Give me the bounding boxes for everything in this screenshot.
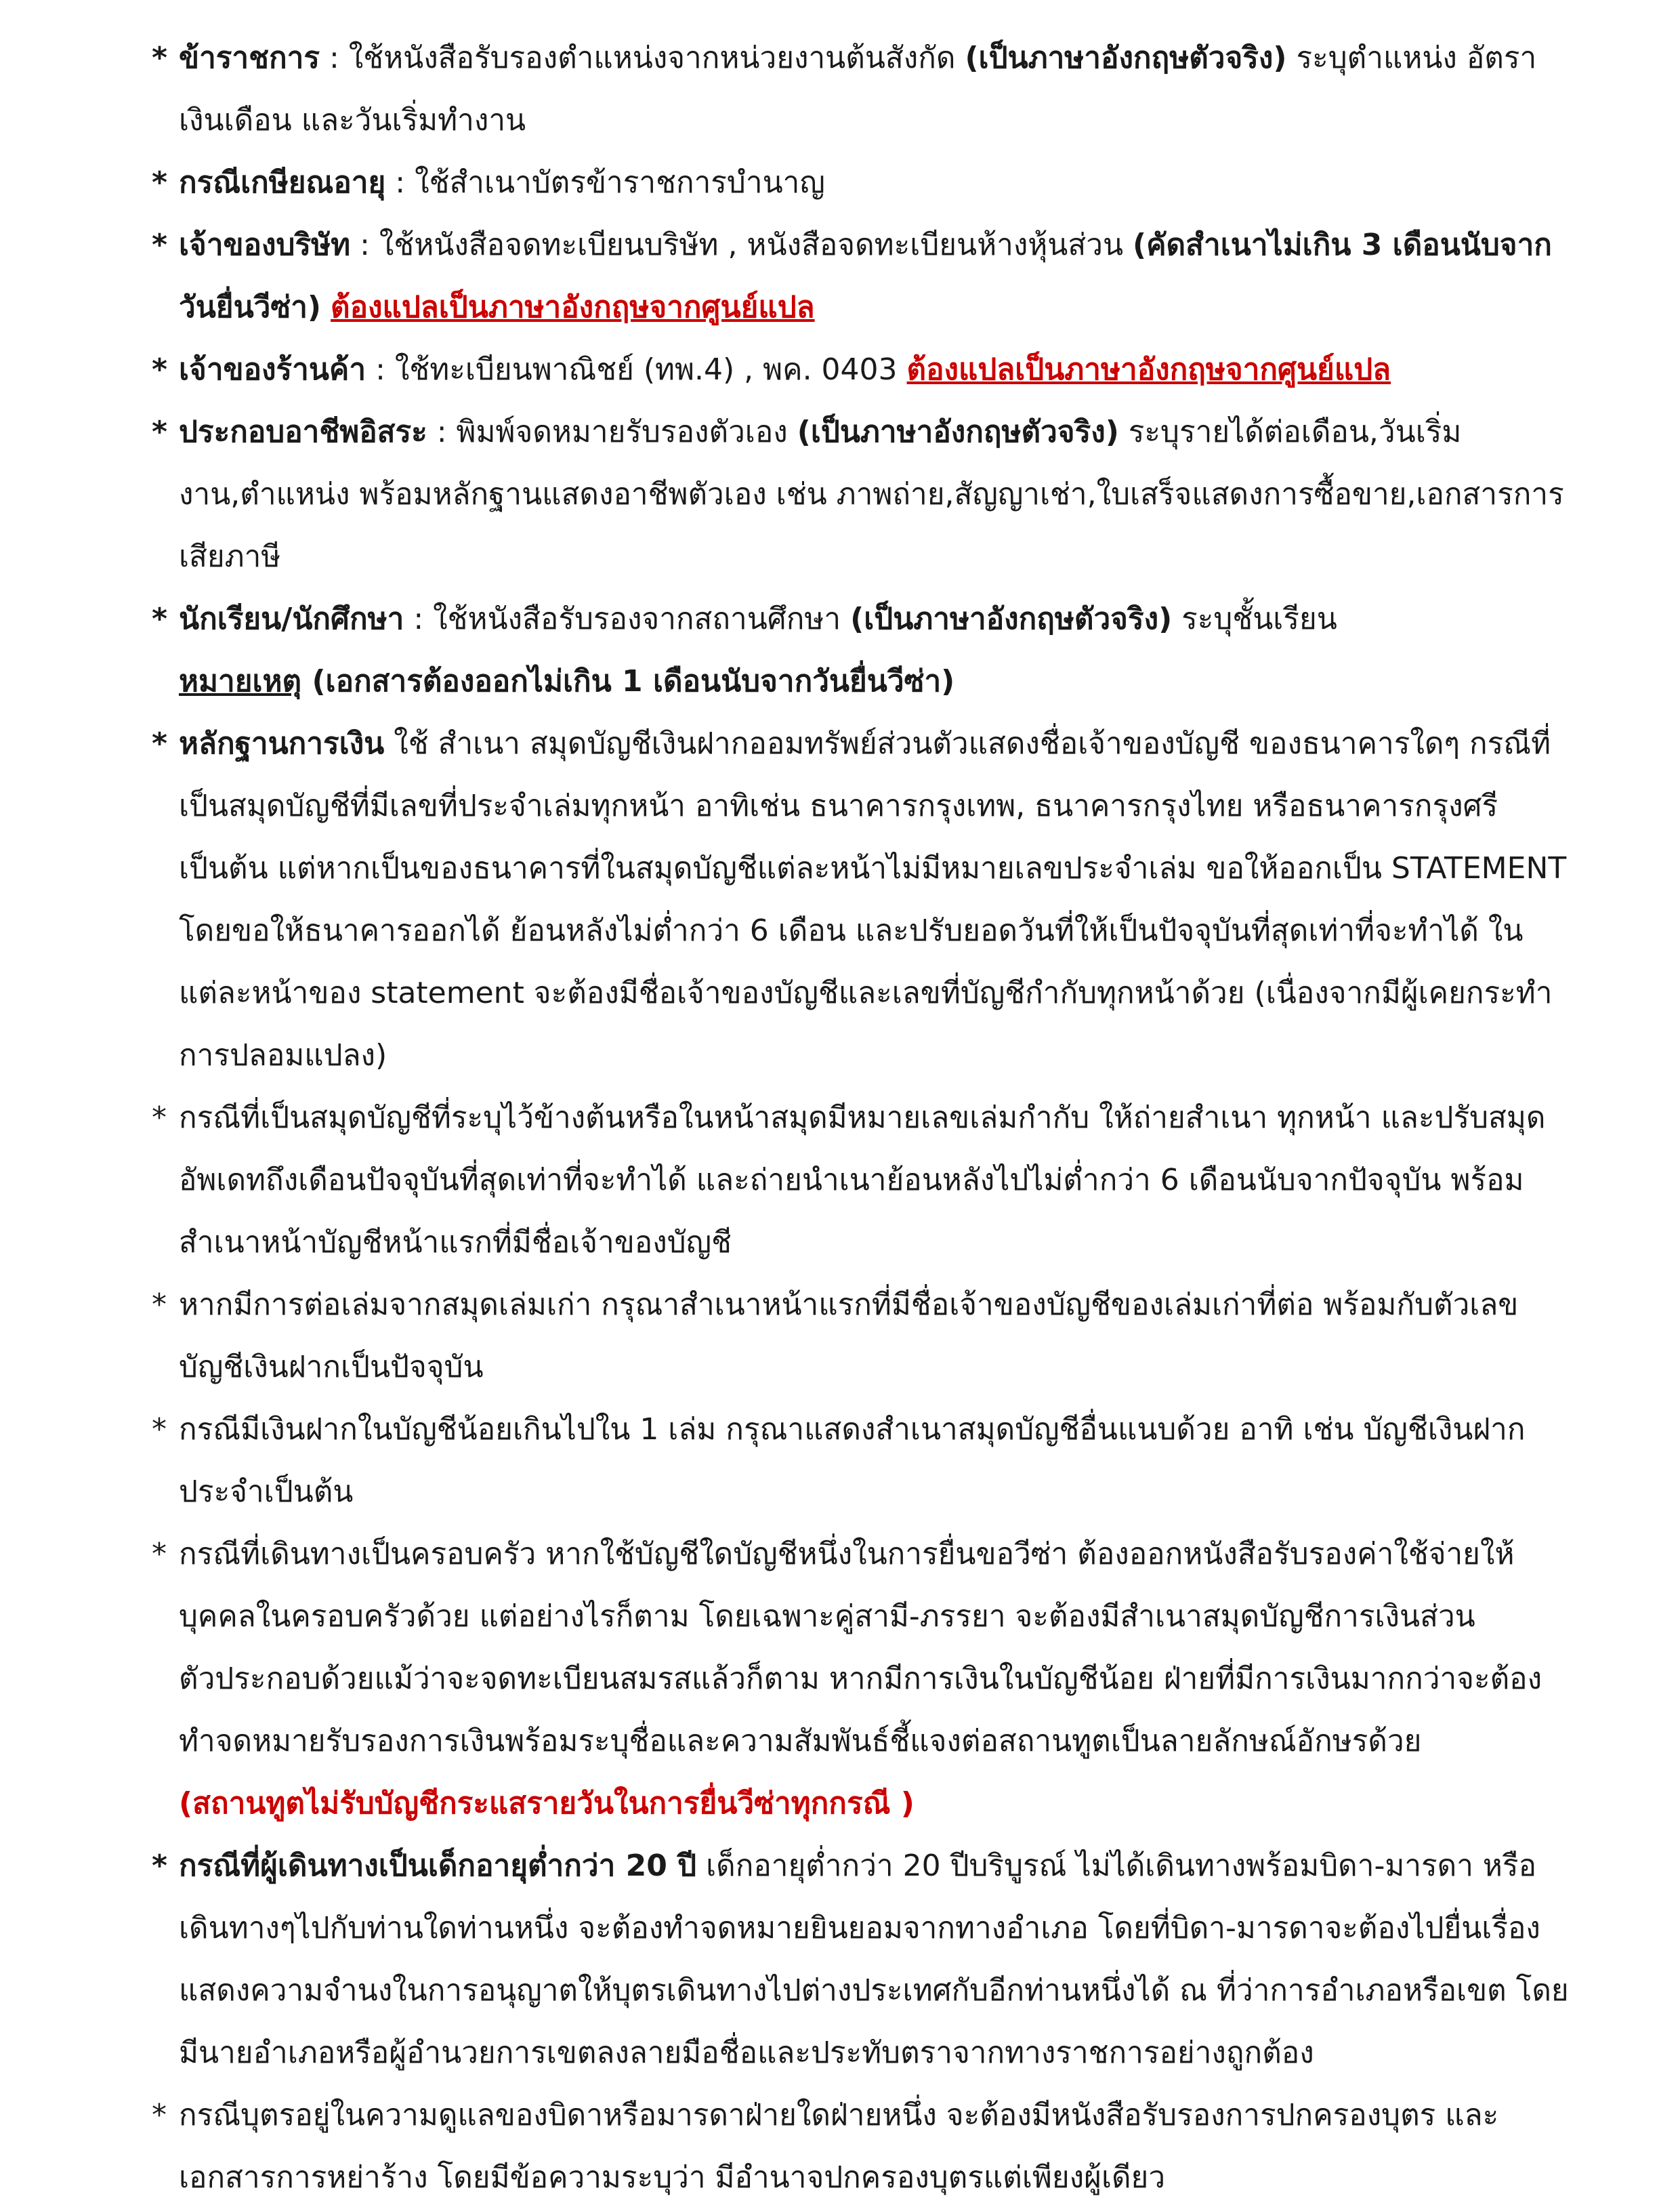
item-sep: : bbox=[427, 415, 457, 449]
item-text: กรณีที่เป็นสมุดบัญชีที่ระบุไว้ข้างต้นหรือในหน้าสมุดมีหมายเลขเล่มกำกับ ให้ถ่ายสำเนา ทุกหน้า และปรับสมุดอัพเดทถึงเดือนปัจจุบันที่สุดเท่าที่จะทำได้ และถ่ายนำเนาย้อนหลังไปไม่ต่ำกว่า 6 เดือนนับจากปัจจุบัน พร้อมสำเนาหน้าบัญชีหน้าแรกที่มีชื่อเจ้าของบัญชี bbox=[179, 1100, 1546, 1260]
translation-required-link[interactable]: ต้องแปลเป็นภาษาอังกฤษจากศูนย์แปล bbox=[331, 290, 815, 325]
bullet: * bbox=[152, 1412, 167, 1447]
item-title: ประกอบอาชีพอิสระ bbox=[179, 415, 427, 449]
translation-required-link[interactable]: ต้องแปลเป็นภาษาอังกฤษจากศูนย์แปล bbox=[906, 352, 1391, 387]
requirement-shop-owner bbox=[152, 339, 1574, 401]
bullet: * bbox=[152, 1287, 167, 1322]
bullet: * bbox=[152, 726, 168, 761]
item-text: ระบุตำแหน่ง อัตราเงินเดือน และวันเริ่มทำงาน bbox=[179, 41, 1537, 138]
item-text: ใช้สำเนาบัตรข้าราชการบำนาญ bbox=[415, 165, 825, 200]
requirement-financial-evidence bbox=[152, 713, 1574, 1087]
item-sep: : bbox=[366, 352, 395, 387]
item-text: ใช้หนังสือรับรองจากสถานศึกษา bbox=[433, 602, 851, 636]
item-sep: : bbox=[404, 602, 434, 636]
item-title: นักเรียน/นักศึกษา bbox=[179, 602, 404, 636]
item-bold: (เป็นภาษาอังกฤษตัวจริง) bbox=[850, 602, 1173, 636]
requirement-company-owner bbox=[152, 214, 1574, 339]
requirement-custody bbox=[152, 2084, 1574, 2209]
bullet: * bbox=[152, 41, 168, 75]
item-text: ใช้ทะเบียนพาณิชย์ (ทพ.4) , พค. 0403 bbox=[394, 352, 907, 387]
item-text: กรณีบุตรอยู่ในความดูแลของบิดาหรือมารดาฝ่ายใดฝ่ายหนึ่ง จะต้องมีหนังสือรับรองการปกครองบุตร และเอกสารการหย่าร้าง โดยมีข้อความระบุว่า มีอำนาจปกครองบุตรแต่เพียงผู้เดียว bbox=[179, 2098, 1499, 2195]
note-label: หมายเหตุ bbox=[179, 664, 302, 699]
financial-sub-item bbox=[152, 1274, 1574, 1399]
document-note bbox=[152, 651, 1574, 713]
bullet: * bbox=[152, 1537, 167, 1571]
bullet: * bbox=[152, 228, 168, 262]
requirement-retired bbox=[152, 152, 1574, 214]
financial-sub-item bbox=[152, 1523, 1574, 1773]
item-title: เจ้าของร้านค้า bbox=[179, 352, 366, 387]
item-text: กรณีมีเงินฝากในบัญชีน้อยเกินไปใน 1 เล่ม กรุณาแสดงสำเนาสมุดบัญชีอื่นแนบด้วย อาทิ เช่น บัญชีเงินฝากประจำเป็นต้น bbox=[179, 1412, 1526, 1509]
requirement-student bbox=[152, 588, 1574, 651]
requirement-government-officer bbox=[152, 27, 1574, 152]
item-title: กรณีที่ผู้เดินทางเป็นเด็กอายุต่ำกว่า 20 ปี bbox=[179, 1849, 697, 1883]
item-sep: : bbox=[319, 41, 349, 75]
item-sep: : bbox=[350, 228, 379, 262]
bullet: * bbox=[152, 352, 168, 387]
requirement-minor-traveler bbox=[152, 1835, 1574, 2084]
item-bold: (คัดสำเนาไม่เกิน 3 เดือนนับจากวันยื่นวีซ่า) bbox=[179, 228, 1552, 325]
requirement-freelance bbox=[152, 401, 1574, 588]
bullet: * bbox=[152, 602, 168, 636]
bullet: * bbox=[152, 2098, 167, 2132]
bullet: * bbox=[152, 1849, 168, 1883]
bullet: * bbox=[152, 415, 168, 449]
item-title: กรณีเกษียณอายุ bbox=[179, 165, 386, 200]
item-title: หลักฐานการเงิน bbox=[179, 726, 385, 761]
item-bold: (เป็นภาษาอังกฤษตัวจริง) bbox=[965, 41, 1287, 75]
embassy-note: (สถานทูตไม่รับบัญชีกระแสรายวันในการยื่นวีซ่าทุกกรณี ) bbox=[179, 1786, 915, 1821]
item-bold: (เป็นภาษาอังกฤษตัวจริง) bbox=[797, 415, 1119, 449]
item-text: ใช้ สำเนา สมุดบัญชีเงินฝากออมทรัพย์ส่วนตัวแสดงชื่อเจ้าของบัญชี ของธนาคารใดๆ กรณีที่เป็นสมุดบัญชีที่มีเลขที่ประจำเล่มทุกหน้า อาทิเช่น ธนาคารกรุงเทพ, ธนาคารกรุงไทย หรือธนาคารกรุงศรี เป็นต้น แต่หากเป็นของธนาคารที่ในสมุดบัญชีแต่ละหน้าไม่มีหมายเลขประจำเล่ม ขอให้ออกเป็น STATEMENT โดยขอให้ธนาคารออกได้ ย้อนหลังไม่ต่ำกว่า 6 เดือน และปรับยอดวันที่ให้เป็นปัจจุบันที่สุดเท่าที่จะทำได้ ในแต่ละหน้าของ statement จะต้องมีชื่อเจ้าของบัญชีและเลขที่บัญชีกำกับทุกหน้าด้วย (เนื่องจากมีผู้เคยกระทำการปลอมแปลง) bbox=[179, 726, 1567, 1073]
item-text: ระบุรายได้ต่อเดือน,วันเริ่มงาน,ตำแหน่ง พร้อมหลักฐานแสดงอาชีพตัวเอง เช่น ภาพถ่าย,สัญญาเช่า,ใบเสร็จแสดงการซื้อขาย,เอกสารการเสียภาษี bbox=[179, 415, 1564, 574]
item-text: เด็กอายุต่ำกว่า 20 ปีบริบูรณ์ ไม่ได้เดินทางพร้อมบิดา-มารดา หรือเดินทางๆไปกับท่านใดท่านหนึ่ง จะต้องทำจดหมายยินยอมจากทางอำเภอ โดยที่บิดา-มารดาจะต้องไปยื่นเรื่องแสดงความจำนงในการอนุญาตให้บุตรเดินทางไปต่างประเทศกับอีกท่านหนึ่งได้ ณ ที่ว่าการอำเภอหรือเขต โดยมีนายอำเภอหรือผู้อำนวยการเขตลงลายมือชื่อและประทับตราจากทางราชการอย่างถูกต้อง bbox=[179, 1849, 1569, 2070]
note-text: (เอกสารต้องออกไม่เกิน 1 เดือนนับจากวันยื่นวีซ่า) bbox=[301, 664, 955, 699]
item-sep: : bbox=[385, 165, 415, 200]
item-text: ระบุชั้นเรียน bbox=[1172, 602, 1337, 636]
item-text: พิมพ์จดหมายรับรองตัวเอง bbox=[456, 415, 797, 449]
financial-sub-item bbox=[152, 1399, 1574, 1523]
item-text: กรณีที่เดินทางเป็นครอบครัว หากใช้บัญชีใดบัญชีหนึ่งในการยื่นขอวีซ่า ต้องออกหนังสือรับรองค่าใช้จ่ายให้บุคคลในครอบครัวด้วย แต่อย่างไรก็ตาม โดยเฉพาะคู่สามี-ภรรยา จะต้องมีสำเนาสมุดบัญชีการเงินส่วนตัวประกอบด้วยแม้ว่าจะจดทะเบียนสมรสแล้วก็ตาม หากมีการเงินในบัญชีน้อย ฝ่ายที่มีการเงินมากกว่าจะต้องทำจดหมายรับรองการเงินพร้อมระบุชื่อและความสัมพันธ์ชี้แจงต่อสถานทูตเป็นลายลักษณ์อักษรด้วย bbox=[179, 1537, 1542, 1758]
bullet: * bbox=[152, 165, 168, 200]
financial-sub-item bbox=[152, 1087, 1574, 1274]
item-text: ใช้หนังสือรับรองตำแหน่งจากหน่วยงานต้นสังกัด bbox=[348, 41, 965, 75]
item-title: เจ้าของบริษัท bbox=[179, 228, 351, 262]
item-title: ข้าราชการ bbox=[179, 41, 320, 75]
document-page bbox=[152, 27, 1574, 2209]
item-text: ใช้หนังสือจดทะเบียนบริษัท , หนังสือจดทะเบียนห้างหุ้นส่วน bbox=[379, 228, 1133, 262]
item-text: หากมีการต่อเล่มจากสมุดเล่มเก่า กรุณาสำเนาหน้าแรกที่มีชื่อเจ้าของบัญชีของเล่มเก่าที่ต่อ พร้อมกับตัวเลขบัญชีเงินฝากเป็นปัจจุบัน bbox=[179, 1287, 1519, 1384]
bullet: * bbox=[152, 1100, 167, 1135]
